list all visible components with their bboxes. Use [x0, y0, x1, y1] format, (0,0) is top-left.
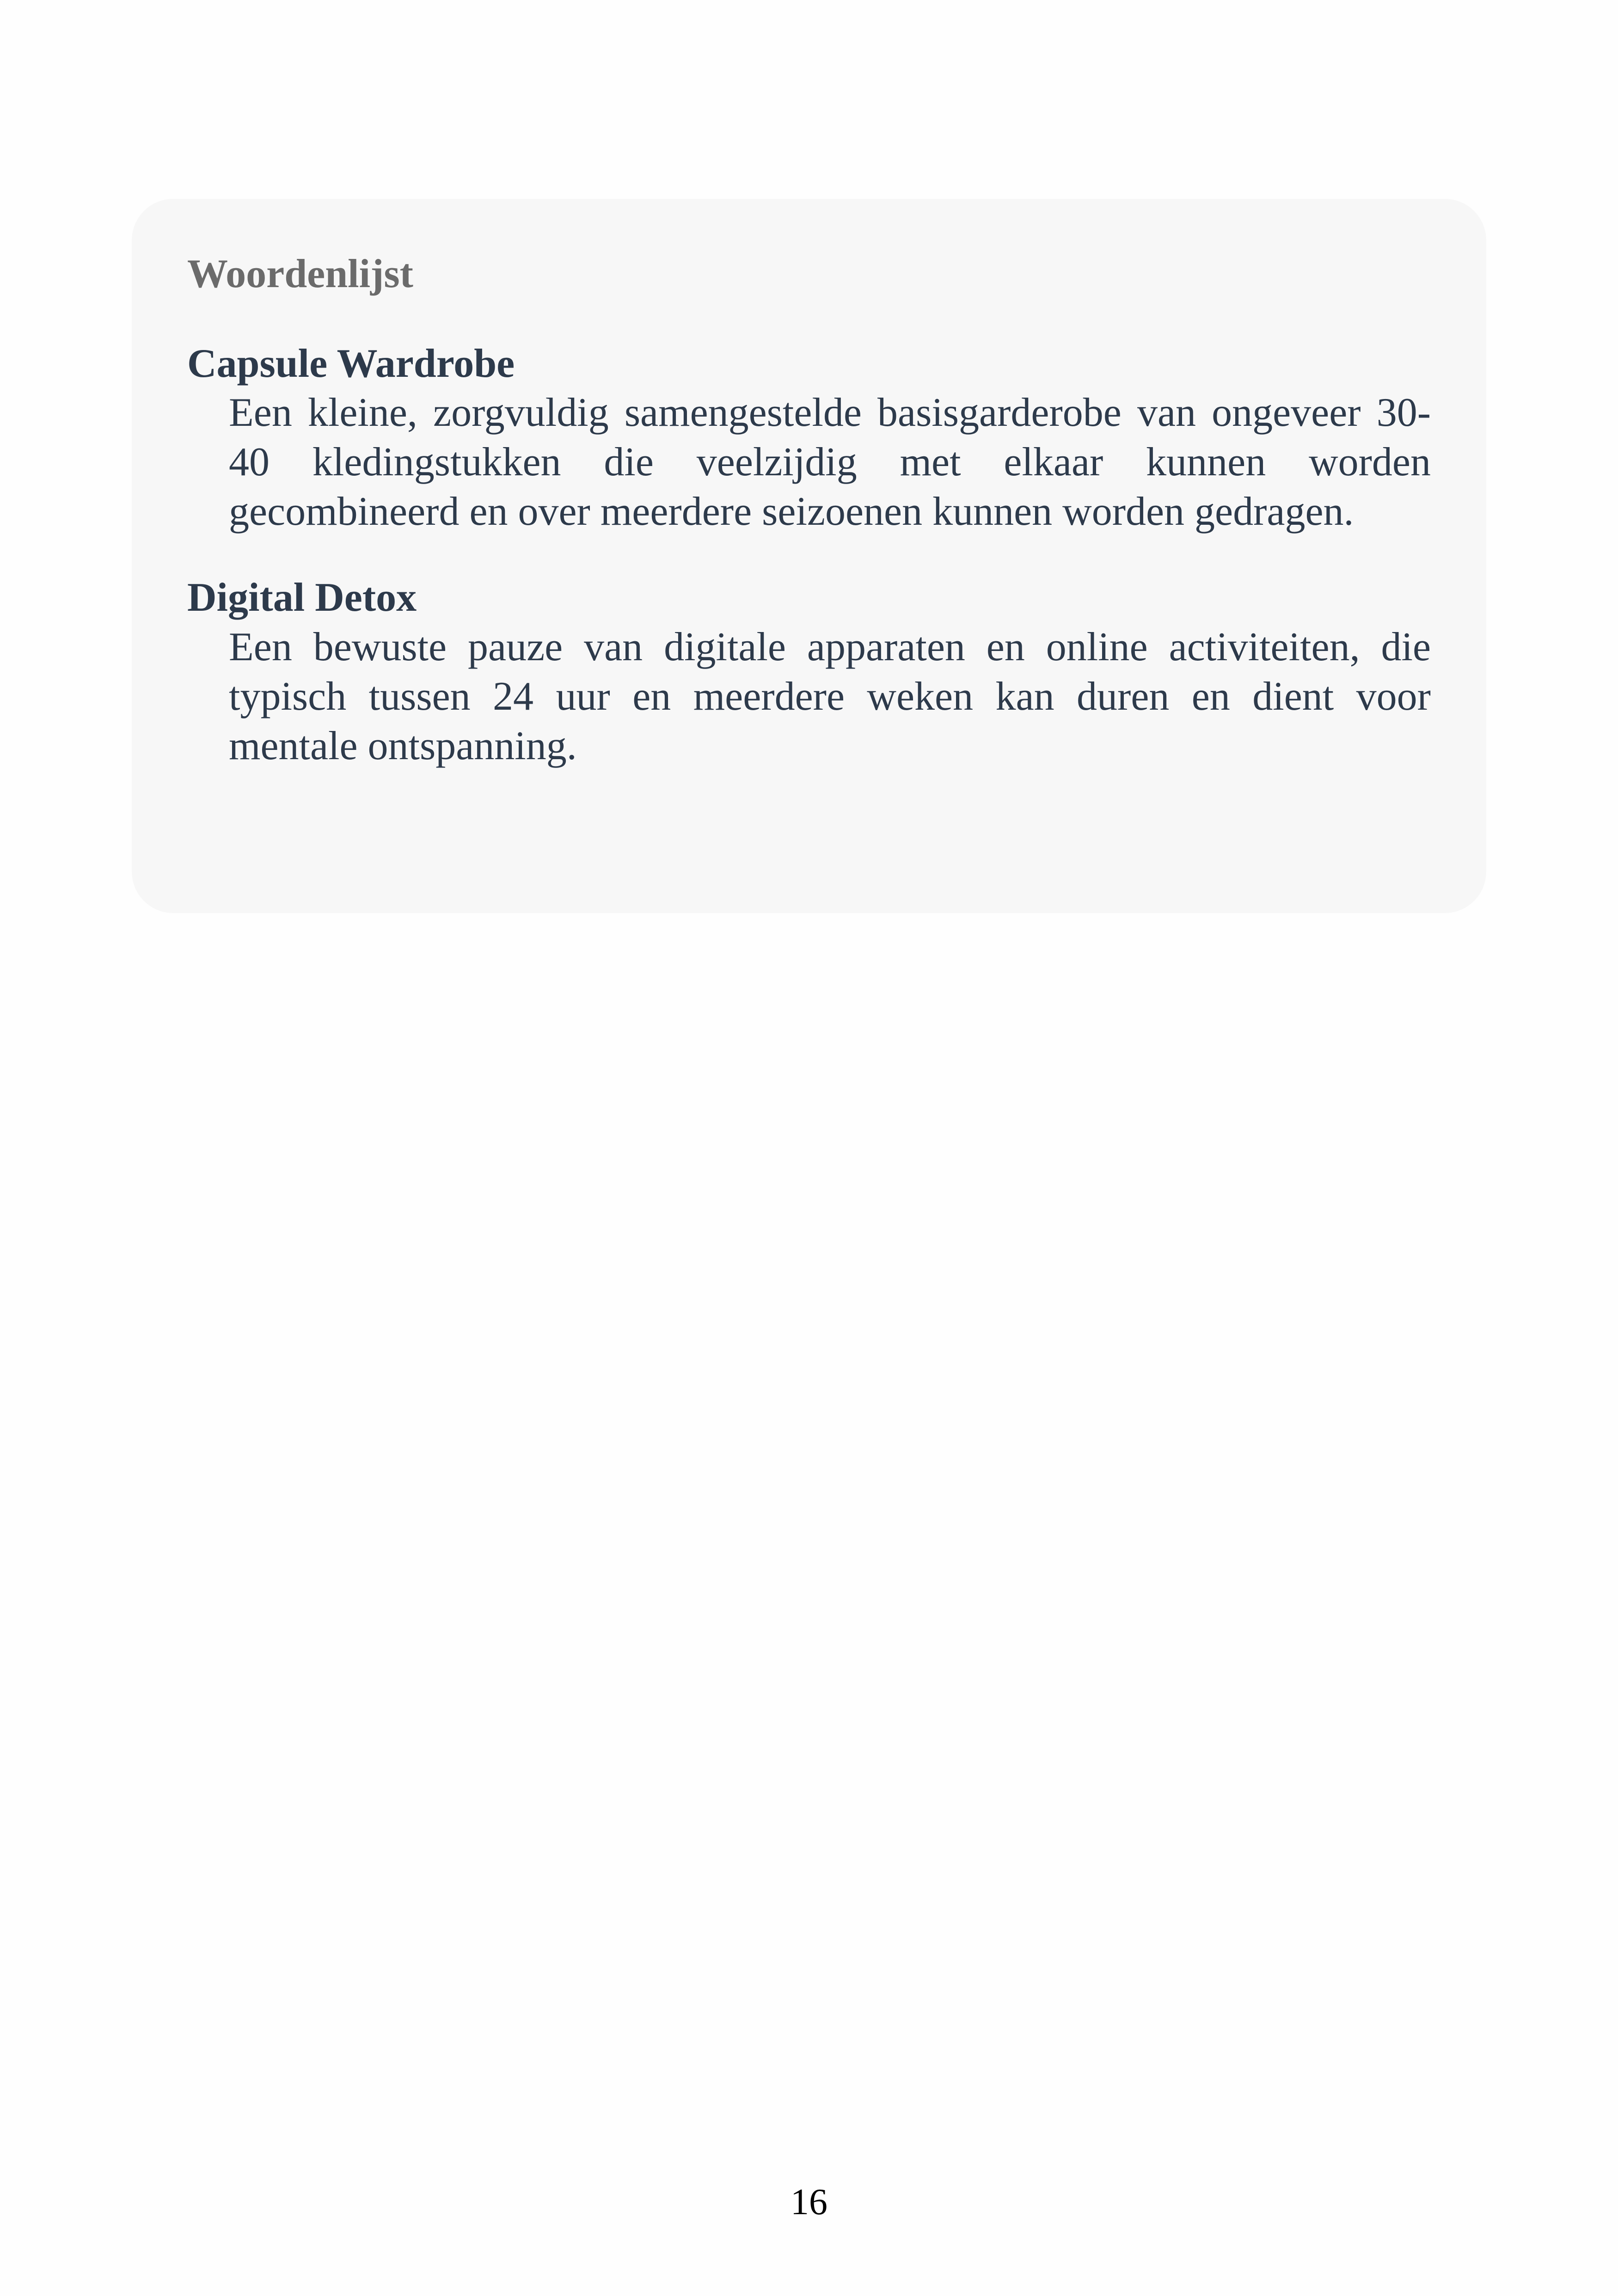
glossary-entry	[187, 573, 1431, 771]
glossary-box	[132, 199, 1486, 913]
page-number: 16	[791, 2182, 827, 2222]
glossary-term: Capsule Wardrobe	[187, 341, 515, 386]
glossary-term: Digital Detox	[187, 575, 417, 620]
glossary-title: Woordenlijst	[187, 252, 413, 296]
glossary-definition: Een kleine, zorgvuldig samengestelde basisgarderobe van ongeveer 30-40 kledingstukken die veelzijdig met elkaar kunnen worden gecombineerd en over meerdere seizoenen kunnen worden gedragen.	[229, 390, 1431, 534]
glossary-definition: Een bewuste pauze van digitale apparaten en online activiteiten, die typisch tussen 24 uur en meerdere weken kan duren en dient voor mentale ontspanning.	[229, 624, 1431, 768]
glossary-entry	[187, 339, 1431, 537]
